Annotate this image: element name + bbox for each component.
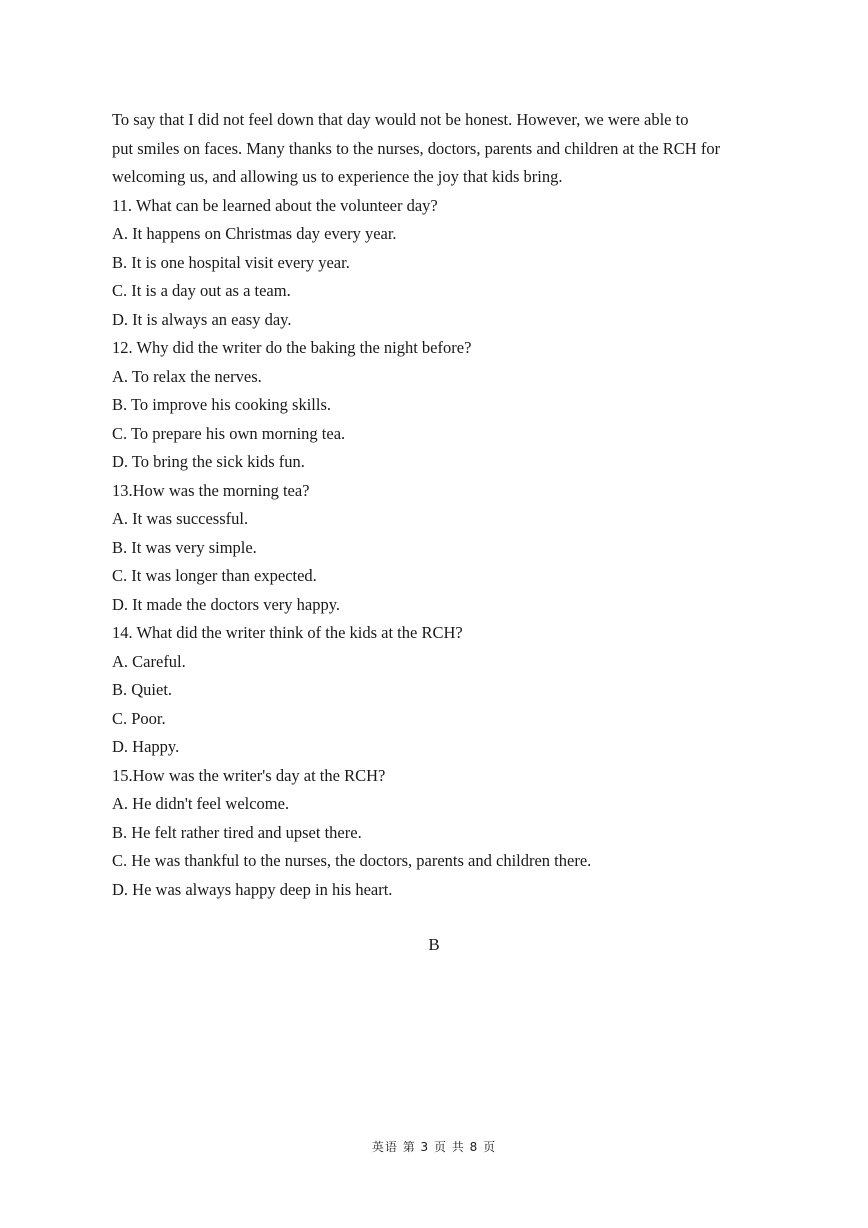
option-d: D. It is always an easy day. — [112, 309, 292, 329]
question-11 — [112, 192, 772, 335]
passage-line: welcoming us, and allowing us to experience the joy that kids bring. — [112, 167, 563, 186]
option-b: B. He felt rather tired and upset there. — [112, 822, 362, 842]
question-15 — [112, 762, 772, 905]
option-a: A. It was successful. — [112, 509, 249, 528]
option-a: A. It happens on Christmas day every year. — [112, 224, 397, 243]
option-c: C. To prepare his own morning tea. — [112, 423, 346, 443]
option-b: B. To improve his cooking skills. — [112, 395, 332, 414]
question-13 — [112, 477, 772, 620]
option-d: D. He was always happy deep in his heart. — [112, 879, 393, 899]
option-b: B. Quiet. — [112, 680, 173, 699]
option-d: D. Happy. — [112, 737, 180, 756]
passage-line: put smiles on faces. Many thanks to the nurses, doctors, parents and children at the RCH for — [112, 138, 721, 158]
option-a: A. Careful. — [112, 651, 186, 671]
section-heading: B — [428, 935, 440, 954]
question-stem: 12. Why did the writer do the baking the night before? — [112, 338, 472, 357]
option-d: D. To bring the sick kids fun. — [112, 452, 305, 471]
option-c: C. It was longer than expected. — [112, 566, 317, 585]
option-a: A. He didn't feel welcome. — [112, 794, 290, 813]
option-d: D. It made the doctors very happy. — [112, 594, 341, 614]
page-footer: 英语 第 3 页 共 8 页 — [371, 1140, 497, 1154]
question-stem: 15.How was the writer's day at the RCH? — [112, 765, 386, 785]
option-a: A. To relax the nerves. — [112, 366, 262, 386]
question-stem: 11. What can be learned about the volunteer day? — [112, 195, 438, 215]
option-c: C. Poor. — [112, 708, 166, 728]
question-stem: 14. What did the writer think of the kids at the RCH? — [112, 623, 463, 642]
option-c: C. It is a day out as a team. — [112, 281, 291, 300]
option-c: C. He was thankful to the nurses, the doctors, parents and children there. — [112, 851, 592, 870]
question-stem: 13.How was the morning tea? — [112, 480, 310, 500]
passage-paragraph — [112, 106, 772, 192]
page-content — [112, 106, 772, 904]
passage-line: To say that I did not feel down that day would not be honest. However, we were able to — [112, 110, 689, 129]
question-12 — [112, 334, 772, 477]
question-14 — [112, 619, 772, 762]
option-b: B. It was very simple. — [112, 537, 257, 557]
option-b: B. It is one hospital visit every year. — [112, 252, 350, 272]
